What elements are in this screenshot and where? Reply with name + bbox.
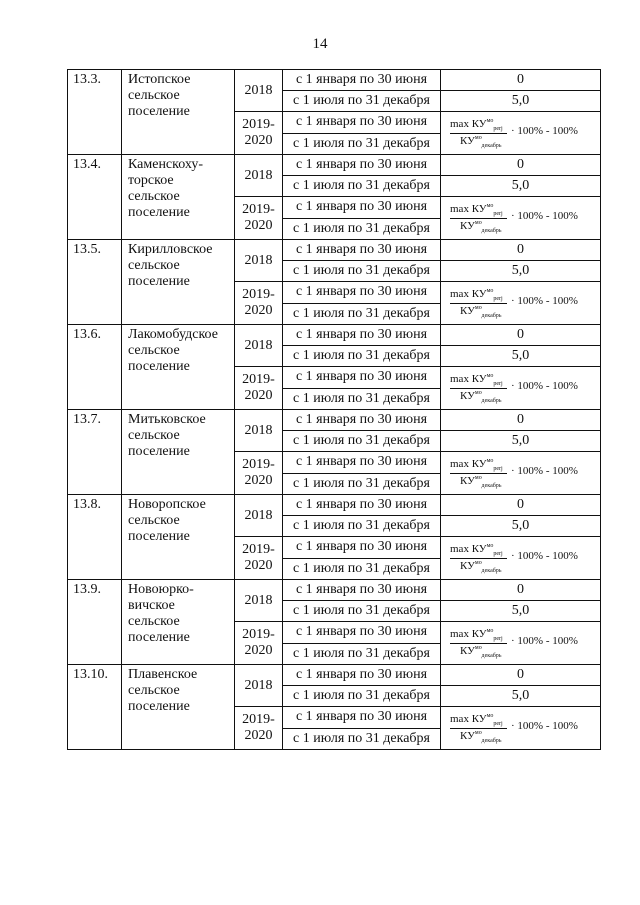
value-second-half: 5,0: [441, 516, 601, 537]
row-2018-first-half: [68, 410, 601, 431]
formula-box: [441, 622, 600, 664]
period-first-half: с 1 января по 30 июня: [283, 665, 441, 686]
period-first-half: с 1 января по 30 июня: [283, 367, 441, 389]
fraction-line: [450, 473, 507, 474]
formula-den-sup: мо: [474, 390, 482, 396]
year-2019-2020: 2019- 2020: [235, 707, 283, 750]
period-first-half: с 1 января по 30 июня: [283, 580, 441, 601]
period-second-half: с 1 июля по 31 декабря: [283, 91, 441, 112]
index-formula: [441, 452, 601, 495]
formula-num-sub: perj: [493, 381, 503, 387]
formula-num-sup: мо: [486, 203, 494, 209]
index-formula: [441, 197, 601, 240]
year-2019-2020: 2019- 2020: [235, 282, 283, 325]
period-second-half: с 1 июля по 31 декабря: [283, 728, 441, 750]
row-number: 13.9.: [68, 580, 122, 665]
page-number: 14: [312, 36, 328, 52]
formula-den-main: КУ: [460, 560, 475, 572]
formula-denominator: [460, 306, 502, 319]
period-second-half: с 1 июля по 31 декабря: [283, 261, 441, 282]
formula-denominator: [460, 476, 502, 489]
formula-num-sup: мо: [486, 543, 494, 549]
formula-den-main: КУ: [460, 305, 475, 317]
fraction-line: [450, 218, 507, 219]
formula-box: [441, 197, 600, 239]
formula-den-sub: декабрь: [481, 313, 502, 319]
formula-denominator: [460, 646, 502, 659]
formula-den-main: КУ: [460, 730, 475, 742]
settlement-name: Новоропское сельское поселение: [122, 495, 235, 580]
fraction-line: [450, 388, 507, 389]
year-2019-2020: 2019- 2020: [235, 622, 283, 665]
index-formula: [441, 282, 601, 325]
fraction-line: [450, 643, 507, 644]
formula-num-sup: мо: [486, 458, 494, 464]
period-second-half: с 1 июля по 31 декабря: [283, 346, 441, 367]
formula-num-sub: perj: [493, 721, 503, 727]
year-2018: 2018: [235, 155, 283, 197]
index-formula: [441, 707, 601, 750]
formula-num-sup: мо: [486, 713, 494, 719]
year-2018: 2018: [235, 580, 283, 622]
value-second-half: 5,0: [441, 91, 601, 112]
year-2019-2020: 2019- 2020: [235, 112, 283, 155]
settlement-name: Митьковское сельское поселение: [122, 410, 235, 495]
row-number: 13.5.: [68, 240, 122, 325]
formula-numerator: [450, 714, 503, 727]
formula-num-sup: мо: [486, 118, 494, 124]
formula-box: [441, 707, 600, 749]
period-second-half: с 1 июля по 31 декабря: [283, 473, 441, 495]
value-first-half: 0: [441, 70, 601, 91]
settlement-name: Лакомобудское сельское поселение: [122, 325, 235, 410]
period-second-half: с 1 июля по 31 декабря: [283, 176, 441, 197]
formula-tail: · 100% - 100%: [511, 125, 578, 137]
formula-num-sub: perj: [493, 211, 503, 217]
row-2018-first-half: [68, 70, 601, 91]
formula-denominator: [460, 391, 502, 404]
year-2018: 2018: [235, 665, 283, 707]
year-2019-2020: 2019- 2020: [235, 537, 283, 580]
formula-box: [441, 452, 600, 494]
formula-num-sub: perj: [493, 296, 503, 302]
formula-num-sub: perj: [493, 636, 503, 642]
value-second-half: 5,0: [441, 601, 601, 622]
formula-den-sup: мо: [474, 475, 482, 481]
row-number: 13.8.: [68, 495, 122, 580]
period-first-half: с 1 января по 30 июня: [283, 155, 441, 176]
period-second-half: с 1 июля по 31 декабря: [283, 516, 441, 537]
year-2018: 2018: [235, 240, 283, 282]
value-first-half: 0: [441, 240, 601, 261]
year-2018: 2018: [235, 410, 283, 452]
formula-den-main: КУ: [460, 135, 475, 147]
formula-den-sup: мо: [474, 730, 482, 736]
formula-numerator: [450, 289, 503, 302]
row-2018-first-half: [68, 325, 601, 346]
settlement-name: Каменскоху- торское сельское поселение: [122, 155, 235, 240]
row-number: 13.7.: [68, 410, 122, 495]
formula-tail: · 100% - 100%: [511, 465, 578, 477]
formula-num-main: max КУ: [450, 713, 487, 725]
formula-num-main: max КУ: [450, 458, 487, 470]
year-2019-2020: 2019- 2020: [235, 197, 283, 240]
formula-den-sup: мо: [474, 220, 482, 226]
value-first-half: 0: [441, 580, 601, 601]
formula-numerator: [450, 629, 503, 642]
value-second-half: 5,0: [441, 686, 601, 707]
formula-box: [441, 367, 600, 409]
formula-num-main: max КУ: [450, 203, 487, 215]
settlement-name: Кирилловское сельское поселение: [122, 240, 235, 325]
settlement-name: Истопское сельское поселение: [122, 70, 235, 155]
formula-tail: · 100% - 100%: [511, 720, 578, 732]
formula-den-main: КУ: [460, 220, 475, 232]
period-first-half: с 1 января по 30 июня: [283, 537, 441, 559]
row-2018-first-half: [68, 580, 601, 601]
formula-den-sup: мо: [474, 645, 482, 651]
row-2018-first-half: [68, 495, 601, 516]
fraction-line: [450, 728, 507, 729]
value-first-half: 0: [441, 155, 601, 176]
formula-num-main: max КУ: [450, 373, 487, 385]
formula-tail: · 100% - 100%: [511, 635, 578, 647]
formula-num-main: max КУ: [450, 628, 487, 640]
period-first-half: с 1 января по 30 июня: [283, 410, 441, 431]
period-first-half: с 1 января по 30 июня: [283, 707, 441, 729]
value-first-half: 0: [441, 495, 601, 516]
period-second-half: с 1 июля по 31 декабря: [283, 218, 441, 240]
formula-numerator: [450, 204, 503, 217]
value-first-half: 0: [441, 410, 601, 431]
formula-denominator: [460, 136, 502, 149]
formula-tail: · 100% - 100%: [511, 295, 578, 307]
value-second-half: 5,0: [441, 431, 601, 452]
formula-num-sup: мо: [486, 373, 494, 379]
settlement-name: Плавенское сельское поселение: [122, 665, 235, 750]
period-second-half: с 1 июля по 31 декабря: [283, 388, 441, 410]
period-first-half: с 1 января по 30 июня: [283, 495, 441, 516]
index-formula: [441, 367, 601, 410]
row-2018-first-half: [68, 155, 601, 176]
formula-numerator: [450, 459, 503, 472]
period-second-half: с 1 июля по 31 декабря: [283, 601, 441, 622]
formula-box: [441, 537, 600, 579]
formula-den-sup: мо: [474, 560, 482, 566]
index-formula: [441, 537, 601, 580]
row-number: 13.4.: [68, 155, 122, 240]
period-first-half: с 1 января по 30 июня: [283, 452, 441, 474]
formula-num-sub: perj: [493, 466, 503, 472]
formula-den-sub: декабрь: [481, 738, 502, 744]
formula-tail: · 100% - 100%: [511, 380, 578, 392]
period-first-half: с 1 января по 30 июня: [283, 282, 441, 304]
settlement-name: Новоюрко- вичское сельское поселение: [122, 580, 235, 665]
formula-num-main: max КУ: [450, 543, 487, 555]
period-first-half: с 1 января по 30 июня: [283, 112, 441, 134]
row-number: 13.6.: [68, 325, 122, 410]
fraction-line: [450, 303, 507, 304]
year-2018: 2018: [235, 70, 283, 112]
value-first-half: 0: [441, 325, 601, 346]
formula-den-sub: декабрь: [481, 398, 502, 404]
formula-den-main: КУ: [460, 475, 475, 487]
row-number: 13.10.: [68, 665, 122, 750]
year-2019-2020: 2019- 2020: [235, 367, 283, 410]
value-first-half: 0: [441, 665, 601, 686]
formula-numerator: [450, 374, 503, 387]
formula-num-sub: perj: [493, 126, 503, 132]
value-second-half: 5,0: [441, 261, 601, 282]
period-first-half: с 1 января по 30 июня: [283, 240, 441, 261]
formula-den-sup: мо: [474, 135, 482, 141]
formula-numerator: [450, 119, 503, 132]
formula-den-sup: мо: [474, 305, 482, 311]
formula-denominator: [460, 221, 502, 234]
table-body: [68, 70, 601, 750]
year-2018: 2018: [235, 495, 283, 537]
formula-den-main: КУ: [460, 390, 475, 402]
formula-tail: · 100% - 100%: [511, 550, 578, 562]
formula-numerator: [450, 544, 503, 557]
formula-denominator: [460, 731, 502, 744]
formula-den-sub: декабрь: [481, 483, 502, 489]
value-second-half: 5,0: [441, 176, 601, 197]
formula-box: [441, 282, 600, 324]
formula-num-sub: perj: [493, 551, 503, 557]
period-second-half: с 1 июля по 31 декабря: [283, 431, 441, 452]
formula-num-main: max КУ: [450, 118, 487, 130]
year-2019-2020: 2019- 2020: [235, 452, 283, 495]
period-second-half: с 1 июля по 31 декабря: [283, 133, 441, 155]
year-2018: 2018: [235, 325, 283, 367]
formula-box: [441, 112, 600, 154]
fraction-line: [450, 558, 507, 559]
row-2018-first-half: [68, 665, 601, 686]
formula-num-sup: мо: [486, 628, 494, 634]
period-second-half: с 1 июля по 31 декабря: [283, 686, 441, 707]
fraction-line: [450, 133, 507, 134]
formula-den-sub: декабрь: [481, 653, 502, 659]
index-formula: [441, 112, 601, 155]
formula-den-sub: декабрь: [481, 143, 502, 149]
formula-den-sub: декабрь: [481, 568, 502, 574]
tariff-table: [67, 69, 601, 750]
index-formula: [441, 622, 601, 665]
formula-num-main: max КУ: [450, 288, 487, 300]
period-second-half: с 1 июля по 31 декабря: [283, 643, 441, 665]
row-2018-first-half: [68, 240, 601, 261]
formula-den-main: КУ: [460, 645, 475, 657]
period-first-half: с 1 января по 30 июня: [283, 325, 441, 346]
value-second-half: 5,0: [441, 346, 601, 367]
formula-denominator: [460, 561, 502, 574]
period-second-half: с 1 июля по 31 декабря: [283, 558, 441, 580]
period-first-half: с 1 января по 30 июня: [283, 70, 441, 91]
formula-tail: · 100% - 100%: [511, 210, 578, 222]
period-first-half: с 1 января по 30 июня: [283, 197, 441, 219]
row-number: 13.3.: [68, 70, 122, 155]
period-second-half: с 1 июля по 31 декабря: [283, 303, 441, 325]
period-first-half: с 1 января по 30 июня: [283, 622, 441, 644]
formula-den-sub: декабрь: [481, 228, 502, 234]
formula-num-sup: мо: [486, 288, 494, 294]
